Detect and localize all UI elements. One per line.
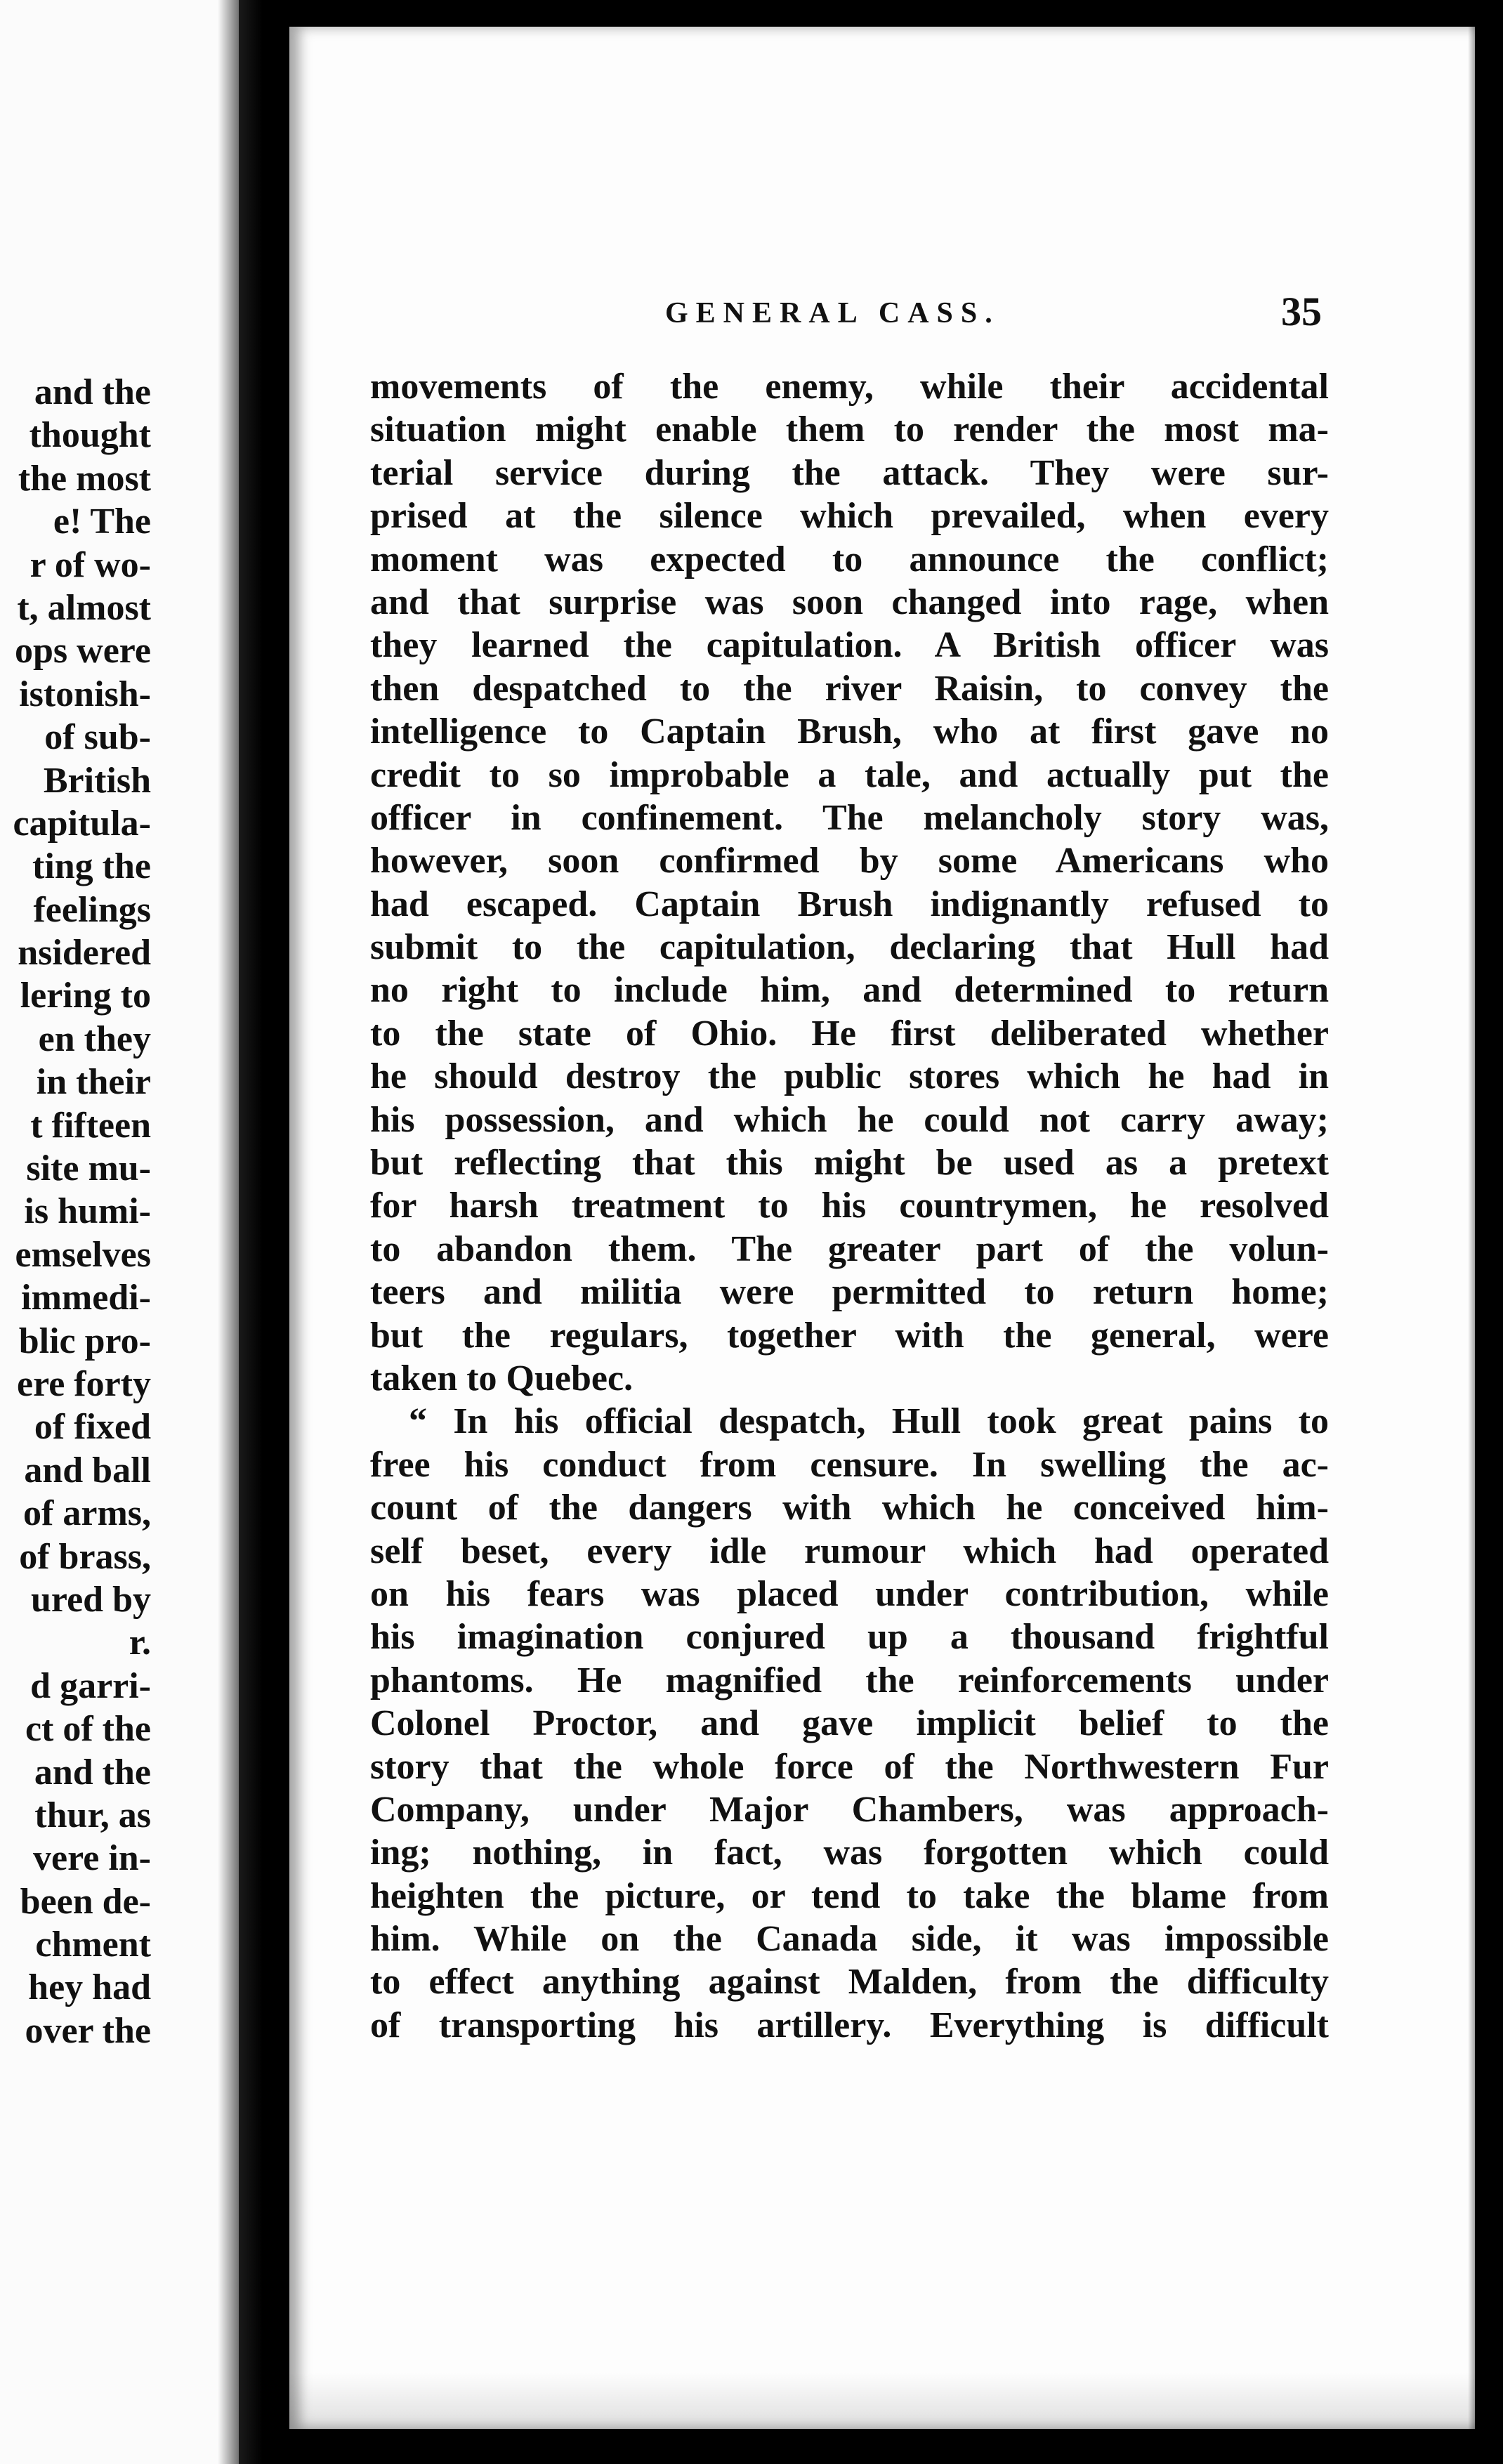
text-line: however, soon confirmed by some Americans who	[370, 841, 1329, 882]
text-line: movements of the enemy, while their accidental	[370, 367, 1329, 407]
text-line: credit to so improbable a tale, and actually put the	[370, 754, 1329, 795]
facing-line: vere in-	[33, 1838, 151, 1879]
facing-line: over the	[25, 2010, 151, 2051]
text-line: situation might enable them to render the most ma-	[370, 409, 1329, 450]
text-line: him. While on the Canada side, it was impossible	[370, 1919, 1329, 1960]
facing-line: r.	[129, 1623, 151, 1663]
facing-line: of sub-	[44, 717, 151, 758]
text-line: on his fears was placed under contribution, while	[370, 1573, 1329, 1614]
text-line: “ In his official despatch, Hull took great pains to	[409, 1401, 1329, 1442]
page-number: 35	[1281, 289, 1322, 334]
facing-line: and ball	[24, 1450, 151, 1490]
facing-line: been de-	[20, 1881, 151, 1922]
text-line: taken to Quebec.	[370, 1358, 634, 1398]
text-line: phantoms. He magnified the reinforcements under	[370, 1660, 1329, 1700]
facing-line: feelings	[33, 889, 151, 930]
text-line: ing; nothing, in fact, was forgotten which could	[370, 1833, 1329, 1873]
facing-line: ops were	[14, 631, 151, 671]
text-line: submit to the capitulation, declaring that Hull had	[370, 927, 1329, 968]
facing-line: the most	[18, 458, 151, 499]
text-line: of transporting his artillery. Everything is difficult	[370, 2005, 1329, 2045]
facing-line: ere forty	[16, 1363, 151, 1404]
text-line: for harsh treatment to his countrymen, he resolved	[370, 1186, 1329, 1226]
facing-line: en they	[38, 1018, 151, 1059]
text-line: free his conduct from censure. In swelling the ac-	[370, 1444, 1329, 1485]
page-bottom-shade	[289, 2373, 1475, 2429]
facing-line: and the	[34, 372, 151, 412]
text-line: and that surprise was soon changed into rage, when	[370, 582, 1329, 622]
facing-line: immedi-	[21, 1278, 151, 1318]
text-line: had escaped. Captain Brush indignantly refused to	[370, 884, 1329, 924]
text-line: no right to include him, and determined to return	[370, 970, 1329, 1011]
facing-line: d garri-	[30, 1665, 151, 1706]
facing-line: thought	[29, 415, 151, 456]
facing-line: lering to	[20, 976, 151, 1016]
text-line: terial service during the attack. They were sur-	[370, 452, 1329, 493]
facing-line: British	[43, 760, 151, 801]
text-line: to effect anything against Malden, from the difficulty	[370, 1962, 1329, 2003]
facing-line: in their	[36, 1062, 151, 1103]
facing-line: t fifteen	[30, 1105, 151, 1146]
facing-line: ct of the	[25, 1709, 151, 1750]
book-page	[289, 27, 1475, 2429]
facing-page	[0, 0, 239, 2464]
facing-line: ured by	[31, 1579, 151, 1620]
facing-line: t, almost	[17, 587, 151, 628]
facing-page-text	[13, 371, 151, 2052]
facing-line: r of wo-	[29, 544, 151, 585]
text-line: Company, under Major Chambers, was approach-	[370, 1789, 1329, 1830]
body-text	[370, 365, 1329, 2047]
text-line: but the regulars, together with the general, were	[370, 1315, 1329, 1356]
facing-line: thur, as	[34, 1795, 151, 1835]
text-line: his imagination conjured up a thousand frightful	[370, 1617, 1329, 1658]
text-line: to abandon them. The greater part of the volun-	[370, 1228, 1329, 1269]
facing-line: of fixed	[34, 1407, 151, 1448]
text-line: he should destroy the public stores which he had in	[370, 1056, 1329, 1097]
text-line: moment was expected to announce the conflict;	[370, 539, 1329, 579]
text-line: but reflecting that this might be used as a pretext	[370, 1143, 1329, 1184]
text-line: to the state of Ohio. He first deliberated whether	[370, 1013, 1329, 1054]
text-line: teers and militia were permitted to return home;	[370, 1272, 1329, 1313]
facing-line: hey had	[28, 1967, 151, 2008]
page-right-edge	[1468, 27, 1475, 2429]
facing-line: and the	[34, 1752, 151, 1793]
text-line: prised at the silence which prevailed, when every	[370, 496, 1329, 537]
facing-line: chment	[35, 1925, 151, 1965]
text-line: self beset, every idle rumour which had operated	[370, 1531, 1329, 1571]
running-head: GENERAL CASS.	[665, 297, 1000, 329]
text-line: Colonel Proctor, and gave implicit belief to the	[370, 1703, 1329, 1744]
facing-line: is humi-	[24, 1191, 151, 1232]
facing-line: of arms,	[23, 1493, 151, 1534]
facing-line: capitula-	[13, 803, 151, 844]
text-line: officer in confinement. The melancholy story was,	[370, 797, 1329, 838]
text-line: count of the dangers with which he conceived him-	[370, 1488, 1329, 1528]
text-line: they learned the capitulation. A British officer was	[370, 625, 1329, 666]
text-line: story that the whole force of the Northwestern Fur	[370, 1746, 1329, 1787]
facing-line: nsidered	[18, 933, 151, 974]
facing-line: site mu-	[26, 1148, 151, 1189]
facing-line: emselves	[15, 1234, 151, 1275]
text-line: intelligence to Captain Brush, who at first gave no	[370, 712, 1329, 752]
facing-line: istonish-	[19, 674, 151, 714]
facing-line: blic pro-	[18, 1321, 151, 1361]
facing-line: e! The	[53, 502, 151, 542]
facing-line: ting the	[32, 846, 151, 887]
text-line: his possession, and which he could not carry away;	[370, 1099, 1329, 1140]
text-line: heighten the picture, or tend to take the blame from	[370, 1875, 1329, 1916]
text-line: then despatched to the river Raisin, to convey the	[370, 668, 1329, 709]
facing-line: of brass,	[19, 1536, 151, 1577]
facing-page-shadow	[218, 0, 239, 2464]
